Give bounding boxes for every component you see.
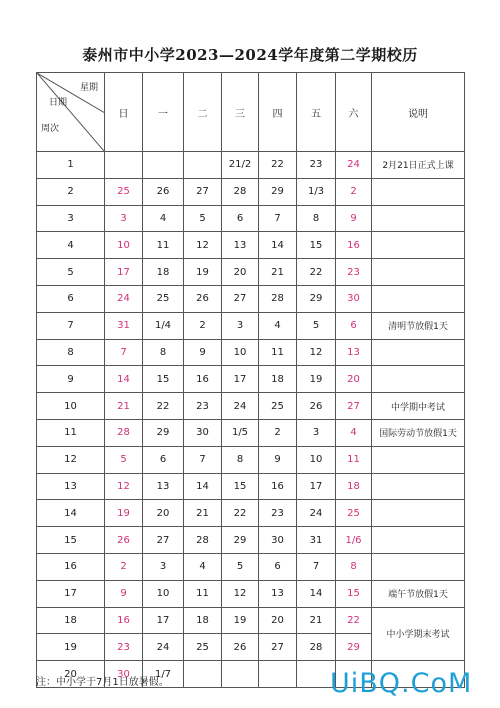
- date-cell-thu: 14: [259, 232, 297, 259]
- note-cell: [372, 527, 465, 554]
- date-cell-fri: 31: [297, 527, 336, 554]
- date-cell-fri: 23: [297, 152, 336, 179]
- date-cell-sat: 4: [336, 419, 372, 446]
- date-cell-mon: 1/7: [143, 661, 184, 688]
- note-cell: [372, 366, 465, 393]
- week-row: [37, 178, 465, 205]
- date-cell-sun: 10: [105, 232, 143, 259]
- date-cell-tue: 11: [184, 580, 222, 607]
- date-cell-tue: 12: [184, 232, 222, 259]
- date-cell-sun: 30: [105, 661, 143, 688]
- date-cell-fri: 21: [297, 607, 336, 634]
- date-cell-wed: 24: [222, 393, 259, 420]
- header-day-mon: 一: [143, 73, 184, 152]
- date-cell-tue: [184, 152, 222, 179]
- week-row: [37, 527, 465, 554]
- header-note: 说明: [372, 73, 465, 152]
- date-cell-wed: 6: [222, 205, 259, 232]
- date-cell-fri: 15: [297, 232, 336, 259]
- date-cell-wed: 17: [222, 366, 259, 393]
- date-cell-sun: 16: [105, 607, 143, 634]
- date-cell-mon: 1/4: [143, 312, 184, 339]
- date-cell-mon: 13: [143, 473, 184, 500]
- note-cell: [372, 553, 465, 580]
- date-cell-sat: 1/6: [336, 527, 372, 554]
- date-cell-sun: 19: [105, 500, 143, 527]
- week-number-cell: 20: [37, 661, 105, 688]
- date-cell-sat: 9: [336, 205, 372, 232]
- week-row: [37, 339, 465, 366]
- date-cell-sat: 2: [336, 178, 372, 205]
- date-cell-sun: 31: [105, 312, 143, 339]
- date-cell-wed: 15: [222, 473, 259, 500]
- date-cell-tue: 5: [184, 205, 222, 232]
- week-row: [37, 446, 465, 473]
- week-number-cell: 1: [37, 152, 105, 179]
- date-cell-tue: 14: [184, 473, 222, 500]
- week-row: [37, 259, 465, 286]
- week-number-cell: 17: [37, 580, 105, 607]
- note-cell: [372, 259, 465, 286]
- date-cell-thu: 22: [259, 152, 297, 179]
- date-cell-sun: [105, 152, 143, 179]
- date-cell-thu: 28: [259, 285, 297, 312]
- date-cell-wed: 26: [222, 634, 259, 661]
- date-cell-sat: 29: [336, 634, 372, 661]
- date-cell-thu: 23: [259, 500, 297, 527]
- date-cell-fri: 24: [297, 500, 336, 527]
- date-cell-mon: 8: [143, 339, 184, 366]
- date-cell-mon: 11: [143, 232, 184, 259]
- week-number-cell: 8: [37, 339, 105, 366]
- date-cell-tue: 4: [184, 553, 222, 580]
- week-row: [37, 393, 465, 420]
- date-cell-wed: 20: [222, 259, 259, 286]
- date-cell-thu: 30: [259, 527, 297, 554]
- date-cell-tue: 26: [184, 285, 222, 312]
- date-cell-fri: 14: [297, 580, 336, 607]
- date-cell-wed: [222, 661, 259, 688]
- date-cell-thu: 18: [259, 366, 297, 393]
- date-cell-wed: 10: [222, 339, 259, 366]
- date-cell-thu: 2: [259, 419, 297, 446]
- header-day-fri: 五: [297, 73, 336, 152]
- date-cell-sun: 5: [105, 446, 143, 473]
- date-cell-mon: 6: [143, 446, 184, 473]
- watermark-logo: UiBQ.CoM: [330, 668, 473, 699]
- header-day-thu: 四: [259, 73, 297, 152]
- date-cell-thu: 29: [259, 178, 297, 205]
- corner-label-weekday: 星期: [79, 83, 98, 93]
- date-cell-wed: 19: [222, 607, 259, 634]
- date-cell-fri: 29: [297, 285, 336, 312]
- date-cell-wed: 13: [222, 232, 259, 259]
- header-day-tue: 二: [184, 73, 222, 152]
- date-cell-sat: 15: [336, 580, 372, 607]
- week-number-cell: 19: [37, 634, 105, 661]
- date-cell-fri: 10: [297, 446, 336, 473]
- week-row: [37, 312, 465, 339]
- week-row: [37, 232, 465, 259]
- date-cell-mon: 18: [143, 259, 184, 286]
- corner-label-week: 周次: [41, 124, 60, 134]
- note-cell: 端午节放假1天: [372, 580, 465, 607]
- date-cell-fri: 5: [297, 312, 336, 339]
- date-cell-mon: 17: [143, 607, 184, 634]
- date-cell-thu: 20: [259, 607, 297, 634]
- week-number-cell: 13: [37, 473, 105, 500]
- week-number-cell: 12: [37, 446, 105, 473]
- date-cell-fri: 28: [297, 634, 336, 661]
- date-cell-tue: 21: [184, 500, 222, 527]
- date-cell-wed: 12: [222, 580, 259, 607]
- note-cell: 中小学期末考试: [372, 607, 465, 661]
- date-cell-tue: 28: [184, 527, 222, 554]
- note-cell: [372, 285, 465, 312]
- date-cell-thu: 13: [259, 580, 297, 607]
- date-cell-mon: [143, 152, 184, 179]
- date-cell-thu: 6: [259, 553, 297, 580]
- week-number-cell: 11: [37, 419, 105, 446]
- week-row: [37, 473, 465, 500]
- note-cell: [372, 446, 465, 473]
- date-cell-mon: 22: [143, 393, 184, 420]
- note-cell: [372, 473, 465, 500]
- note-cell: [372, 500, 465, 527]
- date-cell-fri: 17: [297, 473, 336, 500]
- calendar-body: [37, 152, 465, 688]
- date-cell-sat: 16: [336, 232, 372, 259]
- note-cell: 清明节放假1天: [372, 312, 465, 339]
- date-cell-sun: 14: [105, 366, 143, 393]
- date-cell-mon: 20: [143, 500, 184, 527]
- date-cell-sat: 20: [336, 366, 372, 393]
- week-number-cell: 15: [37, 527, 105, 554]
- note-cell: 2月21日正式上课: [372, 152, 465, 179]
- date-cell-sat: 6: [336, 312, 372, 339]
- date-cell-thu: 16: [259, 473, 297, 500]
- date-cell-sun: 26: [105, 527, 143, 554]
- date-cell-wed: 5: [222, 553, 259, 580]
- date-cell-tue: 2: [184, 312, 222, 339]
- note-cell: [372, 205, 465, 232]
- date-cell-tue: 18: [184, 607, 222, 634]
- note-cell: [372, 339, 465, 366]
- date-cell-mon: 29: [143, 419, 184, 446]
- date-cell-wed: 1/5: [222, 419, 259, 446]
- date-cell-mon: 25: [143, 285, 184, 312]
- date-cell-sun: 3: [105, 205, 143, 232]
- date-cell-sat: 11: [336, 446, 372, 473]
- date-cell-thu: 11: [259, 339, 297, 366]
- date-cell-tue: 7: [184, 446, 222, 473]
- week-row: [37, 500, 465, 527]
- week-number-cell: 2: [37, 178, 105, 205]
- date-cell-fri: 1/3: [297, 178, 336, 205]
- date-cell-wed: 28: [222, 178, 259, 205]
- date-cell-mon: 24: [143, 634, 184, 661]
- date-cell-mon: 4: [143, 205, 184, 232]
- date-cell-mon: 15: [143, 366, 184, 393]
- week-row: [37, 553, 465, 580]
- note-cell: 国际劳动节放假1天: [372, 419, 465, 446]
- calendar-title: 泰州市中小学2023—2024学年度第二学期校历: [82, 46, 418, 64]
- note-cell: [372, 232, 465, 259]
- date-cell-sat: 13: [336, 339, 372, 366]
- date-cell-thu: 27: [259, 634, 297, 661]
- date-cell-thu: [259, 661, 297, 688]
- date-cell-tue: 9: [184, 339, 222, 366]
- date-cell-sun: 12: [105, 473, 143, 500]
- week-number-cell: 7: [37, 312, 105, 339]
- week-number-cell: 10: [37, 393, 105, 420]
- week-row: [37, 580, 465, 607]
- date-cell-thu: 21: [259, 259, 297, 286]
- date-cell-tue: 19: [184, 259, 222, 286]
- date-cell-sun: 9: [105, 580, 143, 607]
- week-number-cell: 5: [37, 259, 105, 286]
- header-corner-cell: [37, 73, 105, 152]
- date-cell-fri: 26: [297, 393, 336, 420]
- date-cell-sat: 24: [336, 152, 372, 179]
- date-cell-tue: 23: [184, 393, 222, 420]
- date-cell-sun: 25: [105, 178, 143, 205]
- date-cell-fri: 3: [297, 419, 336, 446]
- header-row: [37, 73, 465, 152]
- date-cell-thu: 7: [259, 205, 297, 232]
- date-cell-sun: 17: [105, 259, 143, 286]
- header-day-sun: 日: [105, 73, 143, 152]
- date-cell-wed: 21/2: [222, 152, 259, 179]
- date-cell-sun: 28: [105, 419, 143, 446]
- header-day-wed: 三: [222, 73, 259, 152]
- date-cell-wed: 22: [222, 500, 259, 527]
- date-cell-sat: 30: [336, 285, 372, 312]
- corner-label-date: 日期: [49, 98, 68, 108]
- date-cell-sat: 18: [336, 473, 372, 500]
- date-cell-thu: 9: [259, 446, 297, 473]
- date-cell-wed: 27: [222, 285, 259, 312]
- week-row: [37, 419, 465, 446]
- date-cell-fri: 7: [297, 553, 336, 580]
- date-cell-sun: 2: [105, 553, 143, 580]
- date-cell-thu: 25: [259, 393, 297, 420]
- date-cell-fri: 8: [297, 205, 336, 232]
- date-cell-wed: 29: [222, 527, 259, 554]
- date-cell-mon: 3: [143, 553, 184, 580]
- note-cell: 中学期中考试: [372, 393, 465, 420]
- week-number-cell: 16: [37, 553, 105, 580]
- date-cell-sat: 27: [336, 393, 372, 420]
- date-cell-tue: 16: [184, 366, 222, 393]
- date-cell-wed: 8: [222, 446, 259, 473]
- week-number-cell: 18: [37, 607, 105, 634]
- date-cell-tue: 25: [184, 634, 222, 661]
- week-row: [37, 152, 465, 179]
- date-cell-mon: 10: [143, 580, 184, 607]
- date-cell-fri: 12: [297, 339, 336, 366]
- date-cell-mon: 27: [143, 527, 184, 554]
- date-cell-sun: 24: [105, 285, 143, 312]
- footnote: 注：中小学于7月1日放暑假。: [36, 677, 169, 688]
- date-cell-thu: 4: [259, 312, 297, 339]
- date-cell-sun: 7: [105, 339, 143, 366]
- week-number-cell: 6: [37, 285, 105, 312]
- week-number-cell: 9: [37, 366, 105, 393]
- week-number-cell: 3: [37, 205, 105, 232]
- date-cell-sat: 23: [336, 259, 372, 286]
- note-cell: [372, 178, 465, 205]
- date-cell-tue: 27: [184, 178, 222, 205]
- date-cell-fri: 22: [297, 259, 336, 286]
- week-number-cell: 4: [37, 232, 105, 259]
- week-row: [37, 285, 465, 312]
- date-cell-wed: 3: [222, 312, 259, 339]
- date-cell-sun: 21: [105, 393, 143, 420]
- week-number-cell: 14: [37, 500, 105, 527]
- date-cell-mon: 26: [143, 178, 184, 205]
- date-cell-sun: 23: [105, 634, 143, 661]
- date-cell-sat: 22: [336, 607, 372, 634]
- date-cell-tue: [184, 661, 222, 688]
- date-cell-fri: 19: [297, 366, 336, 393]
- date-cell-sat: 25: [336, 500, 372, 527]
- date-cell-tue: 30: [184, 419, 222, 446]
- week-row: [37, 205, 465, 232]
- header-day-sat: 六: [336, 73, 372, 152]
- week-row: [37, 366, 465, 393]
- date-cell-sat: 8: [336, 553, 372, 580]
- week-row: [37, 607, 465, 634]
- school-calendar-table: [36, 72, 465, 688]
